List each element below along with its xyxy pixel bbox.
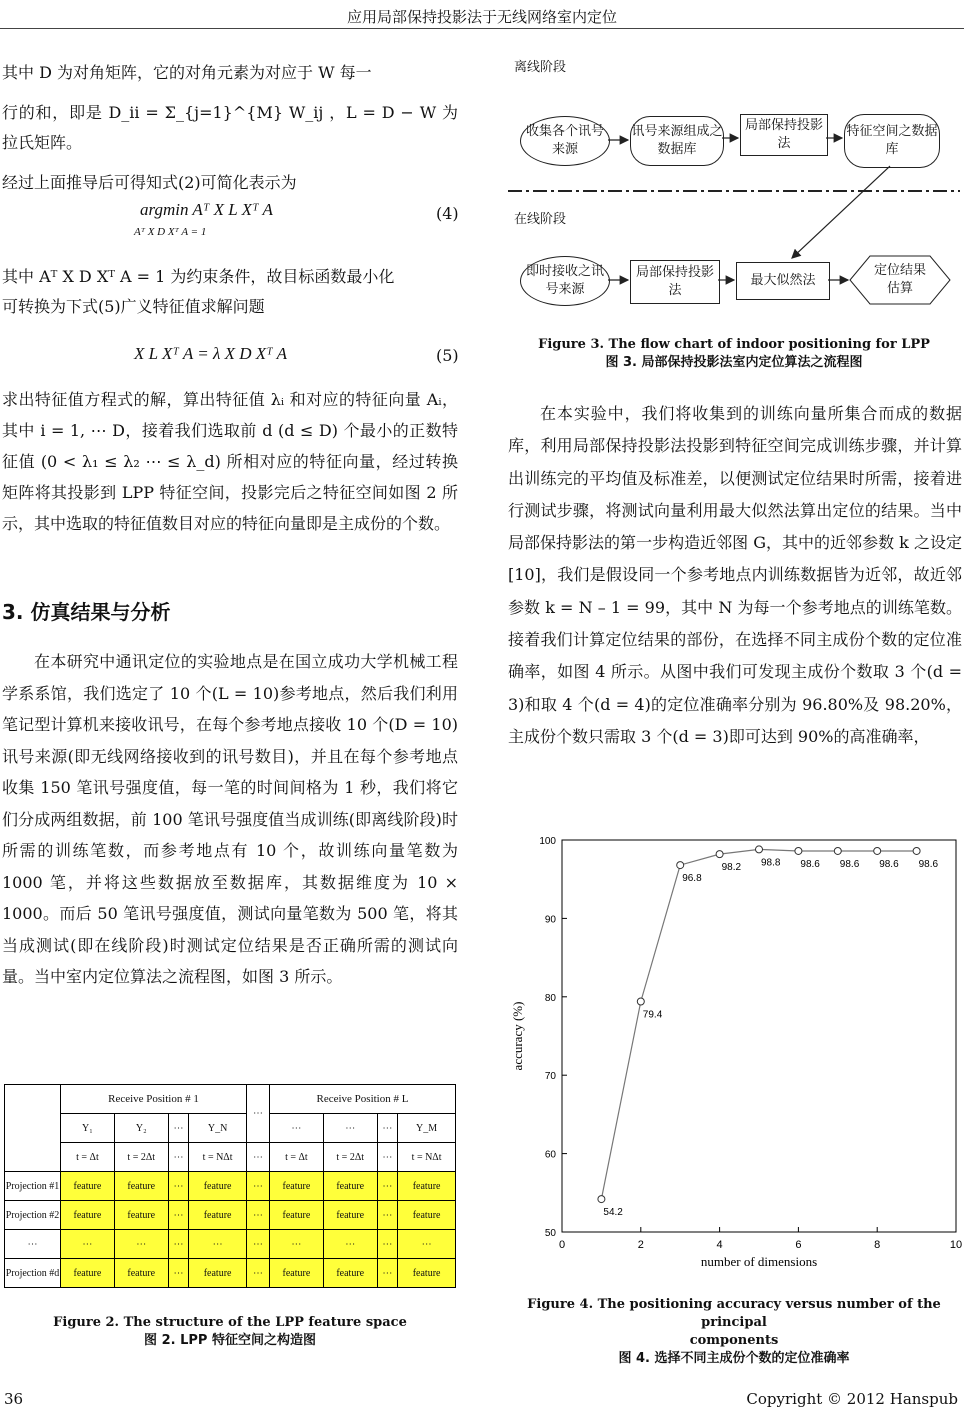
flowchart xyxy=(508,50,960,330)
running-header: 应用局部保持投影法于无线网络室内定位 xyxy=(346,8,617,26)
x-tick-label: 4 xyxy=(716,1239,723,1251)
feature-cell: feature xyxy=(114,1259,168,1288)
feature-space-table xyxy=(4,1084,456,1288)
equation-5-number: (5) xyxy=(436,346,459,365)
y-tick-label: 90 xyxy=(544,914,556,926)
flow-collect-signals: 收集各个讯号来源 xyxy=(520,116,610,166)
flow-lpp-online: 局部保持投影法 xyxy=(630,260,720,304)
data-label: 98.8 xyxy=(761,857,781,869)
x-tick-label: 0 xyxy=(558,1239,566,1251)
data-label: 79.4 xyxy=(642,1009,663,1021)
paragraph-constraint-2: 可转换为下式(5)广义特征值求解问题 xyxy=(2,297,265,316)
paragraph-matrix-def-1: 其中 D 为对角矩阵，它的对角元素为对应于 W 每一 xyxy=(2,63,372,82)
header-y2: Y₂ xyxy=(114,1114,168,1143)
flow-signal-database: 讯号来源组成之数据库 xyxy=(630,116,724,166)
header-ellipsis: ⋯ xyxy=(269,1114,323,1143)
row-label-projection-2: Projection #2 xyxy=(5,1201,61,1230)
header-receive-position-1: Receive Position # 1 xyxy=(61,1085,247,1114)
arrow-featdb-to-ml xyxy=(792,166,890,258)
x-tick-label: 6 xyxy=(795,1239,802,1251)
feature-cell-ellipsis: ⋯ xyxy=(246,1201,269,1230)
header-ellipsis: ⋯ xyxy=(246,1143,269,1172)
feature-cell-ellipsis: ⋯ xyxy=(168,1172,189,1201)
header-ellipsis: ⋯ xyxy=(377,1143,398,1172)
offline-stage-label: 离线阶段 xyxy=(514,60,567,75)
feature-cell-ellipsis: ⋯ xyxy=(377,1259,398,1288)
data-label: 98.6 xyxy=(918,858,939,870)
left-column-eigen xyxy=(2,384,458,539)
feature-cell: feature xyxy=(323,1259,377,1288)
data-point xyxy=(795,847,802,854)
page-number: 36 xyxy=(4,1390,24,1408)
data-point xyxy=(913,847,920,854)
figure-2-caption-zh: 图 2. LPP 特征空间之构造图 xyxy=(144,1333,316,1348)
paragraph-experiment: 在本研究中通讯定位的实验地点是在国立成功大学机械工程学系系馆，我们选定了 10 个(L = 10)参考地点，然后我们利用笔记型计算机来接收讯号，在每个参考地点接收 10 个(D = 10)讯号来源(即无线网络接收到的讯号数目)，并且在每个参考地点收集 150 笔讯号强度值，每一笔的时间间格为 1 秒，我们将它们分成两组数据，前 100 笔讯号强度值当成训练(即离线阶段)时所需的训练笔数，而参考地点有 10 个，故训练向量笔数为 1000 笔，并将这些数据放至数据库，其数据维度为 10 × 1000。而后 50 笔讯号强度值，测试向量笔数为 500 笔，将其当成测试(即在线阶段)时测试定位结果是否正确所需的测试向量。当中室内定位算法之流程图，如图 3 所示。 xyxy=(2,652,458,986)
header-ellipsis: ⋯ xyxy=(246,1085,269,1143)
x-tick-label: 8 xyxy=(874,1239,881,1251)
row-label-ellipsis: ⋯ xyxy=(5,1230,61,1259)
header-ellipsis: ⋯ xyxy=(377,1114,398,1143)
row-label-projection-1: Projection #1 xyxy=(5,1172,61,1201)
header-rule xyxy=(0,28,964,29)
x-axis-label: number of dimensions xyxy=(700,1254,818,1269)
figure-4-caption-en-2: components xyxy=(689,1333,779,1348)
flow-realtime-signals: 即时接收之讯号来源 xyxy=(520,256,610,306)
feature-cell-ellipsis: ⋯ xyxy=(323,1230,377,1259)
data-point xyxy=(834,847,841,854)
data-point xyxy=(756,846,763,853)
accuracy-series-line xyxy=(601,849,916,1199)
header-yN: Y_N xyxy=(189,1114,247,1143)
data-point xyxy=(874,847,881,854)
flow-maximum-likelihood: 最大似然法 xyxy=(736,262,830,300)
feature-cell: feature xyxy=(323,1172,377,1201)
feature-cell: feature xyxy=(61,1201,115,1230)
header-t1: t = Δt xyxy=(61,1143,115,1172)
data-label: 96.8 xyxy=(682,873,702,885)
figure-4-caption xyxy=(506,1296,962,1368)
paragraph-experiment-results: 在本实验中，我们将收集到的训练向量所集合而成的数据库，利用局部保持投影法投影到特征空间完成训练步骤，并计算出训练完的平均值及标准差，以便测试定位结果时所需，接着进行测试步骤，将测试向量利用最大似然法算出定位的结果。当中局部保持影法的第一步构造近邻图 G，其中的近邻参数 k 之设定[10]，我们是假设同一个参考地点内训练数据皆为近邻，故近邻参数 k = N – 1 = 99，其中 N 为每一个参考地点的训练笔数。接着我们计算定位结果的部份，在选择不同主成份个数的定位准确率，如图 4 所示。从图中我们可发现主成份个数取 3 个(d = 3)和取 4 个(d = 4)的定位准确率分别为 96.80%及 98.20%，主成份个数只需取 3 个(d = 3)即可达到 90%的高准确率， xyxy=(508,404,962,746)
data-label: 54.2 xyxy=(603,1207,623,1219)
feature-cell-ellipsis: ⋯ xyxy=(114,1230,168,1259)
feature-cell: feature xyxy=(269,1259,323,1288)
feature-cell-ellipsis: ⋯ xyxy=(377,1201,398,1230)
feature-cell-ellipsis: ⋯ xyxy=(246,1172,269,1201)
header-t2: t = 2Δt xyxy=(114,1143,168,1172)
y-tick-label: 50 xyxy=(544,1228,556,1239)
feature-cell: feature xyxy=(114,1172,168,1201)
right-column xyxy=(508,398,962,753)
flow-lpp-offline: 局部保持投影法 xyxy=(740,114,828,156)
paragraph-simplify: 经过上面推导后可得知式(2)可简化表示为 xyxy=(2,173,297,192)
feature-cell: feature xyxy=(189,1172,247,1201)
table-corner xyxy=(5,1085,61,1172)
feature-cell-ellipsis: ⋯ xyxy=(377,1172,398,1201)
y-axis-label: accuracy (%) xyxy=(510,1001,525,1071)
figure-3-caption-zh: 图 3. 局部保持投影法室内定位算法之流程图 xyxy=(605,355,863,370)
feature-cell-ellipsis: ⋯ xyxy=(168,1259,189,1288)
data-label: 98.2 xyxy=(721,862,742,874)
feature-cell: feature xyxy=(189,1201,247,1230)
paragraph-eigen: 求出特征值方程式的解，算出特征值 λᵢ 和对应的特征向量 Aᵢ，其中 i = 1, ⋯ D，接着我们选取前 d (d ≤ D) 个最小的正数特征值 (0 < λ₁ ≤ λ₂ ⋯ ≤ λ_d) 所相对应的特征向量，经过转换矩阵将其投影到 LPP 特征空间，投影完后之特征空间如图 2 所示，其中选取的特征值数目对应的特征向量即是主成份的个数。 xyxy=(2,390,458,533)
feature-cell-ellipsis: ⋯ xyxy=(61,1230,115,1259)
y-tick-label: 100 xyxy=(539,836,556,847)
feature-cell: feature xyxy=(114,1201,168,1230)
flow-position-result: 定位结果估算 xyxy=(873,263,926,296)
x-tick-label: 10 xyxy=(949,1239,962,1251)
header-tN: t = NΔt xyxy=(189,1143,247,1172)
figure-4-caption-zh: 图 4. 选择不同主成份个数的定位准确率 xyxy=(618,1351,850,1366)
figure-2-caption xyxy=(4,1314,456,1350)
feature-cell-ellipsis: ⋯ xyxy=(398,1230,456,1259)
left-column-experiment xyxy=(2,646,458,993)
y-tick-label: 70 xyxy=(544,1071,556,1083)
left-column-constraint xyxy=(2,262,458,322)
header-ellipsis: ⋯ xyxy=(168,1114,189,1143)
figure-3-caption xyxy=(508,336,960,372)
data-point xyxy=(637,998,644,1005)
feature-cell: feature xyxy=(269,1172,323,1201)
feature-cell-ellipsis: ⋯ xyxy=(168,1230,189,1259)
feature-cell-ellipsis: ⋯ xyxy=(246,1230,269,1259)
data-label: 98.6 xyxy=(879,858,899,870)
paragraph-constraint-1: 其中 Aᵀ X D Xᵀ A = 1 为约束条件，故目标函数最小化 xyxy=(2,267,395,286)
equation-4-number: (4) xyxy=(436,204,459,223)
data-point xyxy=(598,1196,605,1203)
data-label: 98.6 xyxy=(839,858,860,870)
header-yM: Y_M xyxy=(398,1114,456,1143)
feature-cell-ellipsis: ⋯ xyxy=(377,1230,398,1259)
copyright: Copyright © 2012 Hanspub xyxy=(746,1390,958,1408)
y-tick-label: 60 xyxy=(544,1149,556,1161)
feature-cell: feature xyxy=(398,1259,456,1288)
flow-feature-database: 特征空间之数据库 xyxy=(844,114,940,168)
accuracy-chart xyxy=(506,828,962,1288)
feature-cell: feature xyxy=(61,1172,115,1201)
equation-4-constraint: Aᵀ X D Xᵀ A = 1 xyxy=(134,226,207,238)
feature-cell-ellipsis: ⋯ xyxy=(189,1230,247,1259)
feature-cell: feature xyxy=(398,1201,456,1230)
row-label-projection-d: Projection #d xyxy=(5,1259,61,1288)
left-column xyxy=(2,58,458,198)
x-tick-label: 2 xyxy=(637,1239,644,1251)
header-receive-position-L: Receive Position # L xyxy=(269,1085,455,1114)
figure-2-caption-en: Figure 2. The structure of the LPP feature space xyxy=(53,1315,407,1330)
feature-cell-ellipsis: ⋯ xyxy=(246,1259,269,1288)
y-tick-label: 80 xyxy=(544,992,556,1004)
feature-cell-ellipsis: ⋯ xyxy=(269,1230,323,1259)
header-ellipsis: ⋯ xyxy=(323,1114,377,1143)
feature-cell-ellipsis: ⋯ xyxy=(168,1201,189,1230)
header-t2: t = 2Δt xyxy=(323,1143,377,1172)
paragraph-matrix-def-2: 行的和，即是 D_ii = Σ_{j=1}^{M} W_ij ，L = D − W 为拉氏矩阵。 xyxy=(2,103,458,152)
feature-cell: feature xyxy=(398,1172,456,1201)
header-t1: t = Δt xyxy=(269,1143,323,1172)
equation-4: argmin Aᵀ X L Xᵀ A xyxy=(140,200,273,219)
feature-cell: feature xyxy=(61,1259,115,1288)
header-ellipsis: ⋯ xyxy=(168,1143,189,1172)
feature-cell: feature xyxy=(269,1201,323,1230)
feature-cell: feature xyxy=(189,1259,247,1288)
figure-3-caption-en: Figure 3. The flow chart of indoor positioning for LPP xyxy=(538,337,930,352)
figure-4-caption-en-1: Figure 4. The positioning accuracy versus number of the principal xyxy=(527,1297,941,1330)
feature-cell: feature xyxy=(323,1201,377,1230)
data-label: 98.6 xyxy=(800,858,820,870)
online-stage-label: 在线阶段 xyxy=(514,212,567,227)
equation-5: X L Xᵀ A = λ X D Xᵀ A xyxy=(134,344,288,363)
header-tN: t = NΔt xyxy=(398,1143,456,1172)
plot-frame xyxy=(562,840,956,1232)
header-y1: Y₁ xyxy=(61,1114,115,1143)
section-title: 3. 仿真结果与分析 xyxy=(2,600,171,624)
data-point xyxy=(677,862,684,869)
data-point xyxy=(716,851,723,858)
